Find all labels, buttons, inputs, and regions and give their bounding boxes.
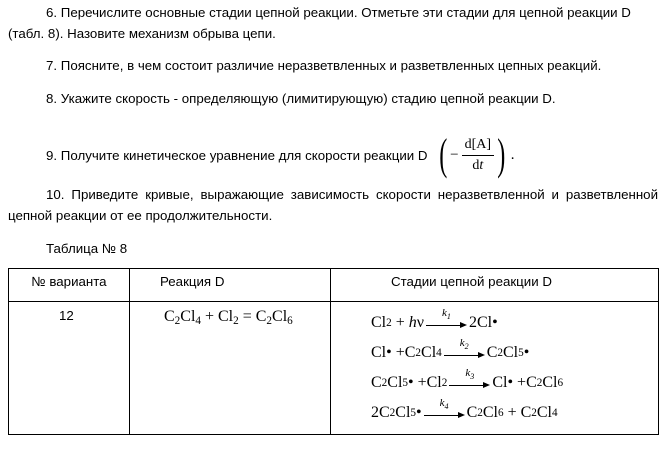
table-row	[9, 302, 659, 435]
header-reaction: Реакция D	[160, 274, 225, 289]
header-stages: Стадии цепной реакции D	[391, 274, 552, 289]
formula-fraction	[462, 137, 494, 174]
variant-table	[8, 268, 659, 435]
formula-minus: −	[450, 146, 459, 163]
stage-1: Cl 2 + h ν $k_1$ 2Cl•	[371, 307, 498, 331]
question-8: 8. Укажите скорость - определяющую (лимитирующую) стадию цепной реакции D.	[46, 91, 556, 106]
arrow-k3: $k_3$	[449, 368, 490, 388]
question-10: 10. Приведите кривые, выражающие зависимость скорости неразветвленной и разветвленной цепной реакции от ее продолжительности.	[8, 187, 658, 223]
chain-stages	[331, 302, 658, 434]
stage-4: 2C 2 Cl 5 • $k_4$ C $_2$ Cl 6 + C 2 Cl 4	[371, 397, 558, 421]
variant-number: 12	[59, 308, 74, 323]
arrow-k2: $k_2$	[444, 338, 485, 358]
question-6: 6. Перечислите основные стадии цепной реакции. Отметьте эти стадии для цепной реакции D (табл. 8). Назовите механизм обрыва цепи.	[8, 5, 631, 41]
rate-formula: ( − $\frac{d[A]}{dt}$ ) .	[438, 130, 515, 179]
table-caption: Таблица № 8	[46, 241, 128, 256]
formula-numerator: d[A]	[462, 137, 494, 156]
reaction-equation: $C_2Cl_4 + Cl_2 = C_2Cl_6$	[164, 308, 293, 327]
question-9	[46, 130, 515, 179]
stage-2: Cl• +C 2 Cl 4 $k_2$ C $_2$ Cl 5 •	[371, 337, 530, 361]
question-7: 7. Поясните, в чем состоит различие неразветвленных и разветвленных цепных реакций.	[46, 58, 602, 73]
arrow-k4: $k_4$	[424, 398, 465, 418]
question-9-text: 9. Получите кинетическое уравнение для скорости реакции D	[46, 147, 428, 163]
stage-3: C 2 Cl 5 • +Cl 2 $k_3$ Cl• +C $_2$ Cl 6	[371, 367, 564, 391]
header-variant: № варианта	[31, 274, 107, 289]
table-header-row	[9, 269, 659, 302]
formula-denominator: dt	[472, 157, 484, 173]
arrow-k1: $k_1$	[426, 308, 467, 328]
